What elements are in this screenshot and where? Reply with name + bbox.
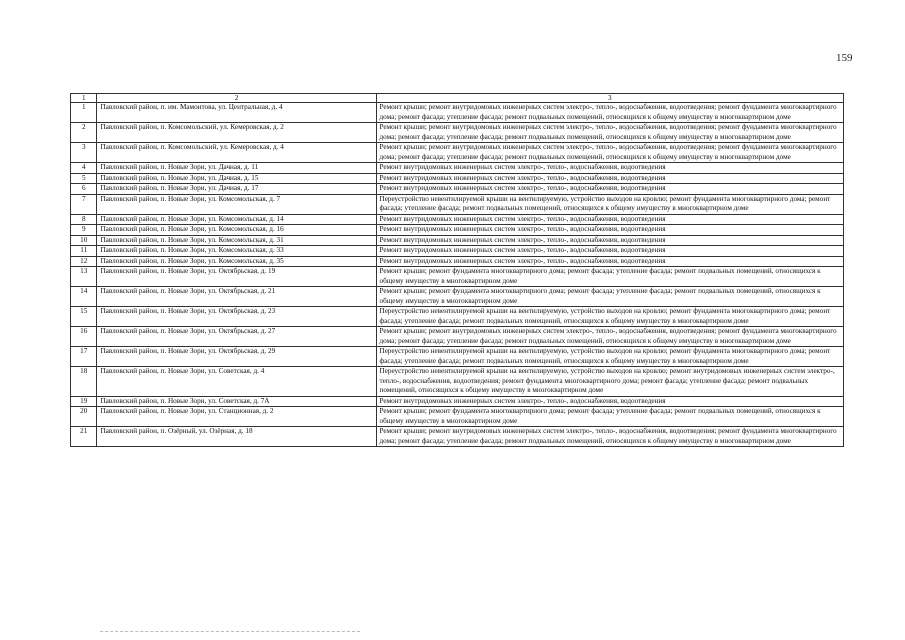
row-number-cell: 8 xyxy=(71,214,97,225)
table-row xyxy=(71,396,844,407)
row-number-cell: 6 xyxy=(71,184,97,195)
address-cell: Павловский район, п. Новые Зори, ул. Комсомольская, д. 16 xyxy=(97,225,376,236)
table-row xyxy=(71,327,844,347)
header-cell-3: 3 xyxy=(376,94,843,103)
address-cell: Павловский район, п. Новые Зори, ул. Комсомольская, д. 35 xyxy=(97,256,376,267)
address-cell: Павловский район, п. Новые Зори, ул. Октябрьская, д. 27 xyxy=(97,327,376,347)
row-number-cell: 16 xyxy=(71,327,97,347)
table-row xyxy=(71,287,844,307)
row-number-cell: 14 xyxy=(71,287,97,307)
row-number-cell: 5 xyxy=(71,173,97,184)
works-cell: Ремонт внутридомовых инженерных систем электро-, тепло-, водоснабжения, водоотведения xyxy=(376,173,843,184)
address-cell: Павловский район, п. Новые Зори, ул. Советская, д. 7А xyxy=(97,396,376,407)
works-cell: Переустройство невентилируемой крыши на вентилируемую, устройство выходов на кровлю; ремонт фундамента многоквартирного дома; ремонт фасада; утепление фасада; ремонт подвальных помещений, относящихся к общему имуществу в многоквартирном доме xyxy=(376,347,843,367)
table-row xyxy=(71,267,844,287)
row-number-cell: 9 xyxy=(71,225,97,236)
table-row xyxy=(71,246,844,257)
works-cell: Ремонт внутридомовых инженерных систем электро-, тепло-, водоснабжения, водоотведения xyxy=(376,246,843,257)
address-cell: Павловский район, п. Новые Зори, ул. Октябрьская, д. 19 xyxy=(97,267,376,287)
address-cell: Павловский район, п. им. Мамонтова, ул. Центральная, д. 4 xyxy=(97,103,376,123)
row-number-cell: 13 xyxy=(71,267,97,287)
works-cell: Ремонт крыши; ремонт внутридомовых инженерных систем электро-, тепло-, водоснабжения, водоотведения; ремонт фундамента многоквартирного дома; ремонт фасада; утепление фасада; ремонт подвальных помещений, относящихся к общему имуществу в многоквартирном доме xyxy=(376,327,843,347)
address-cell: Павловский район, п. Новые Зори, ул. Комсомольская, д. 31 xyxy=(97,235,376,246)
table-row xyxy=(71,123,844,143)
works-cell: Ремонт крыши; ремонт фундамента многоквартирного дома; ремонт фасада; утепление фасада; ремонт подвальных помещений, относящихся к общему имуществу в многоквартирном доме xyxy=(376,267,843,287)
works-cell: Ремонт внутридомовых инженерных систем электро-, тепло-, водоснабжения, водоотведения xyxy=(376,214,843,225)
works-cell: Ремонт крыши; ремонт внутридомовых инженерных систем электро-, тепло-, водоснабжения, водоотведения; ремонт фундамента многоквартирного дома; ремонт фасада; утепление фасада; ремонт подвальных помещений, относящихся к общему имуществу в многоквартирном доме xyxy=(376,427,843,447)
table-row xyxy=(71,256,844,267)
table-row xyxy=(71,407,844,427)
works-cell: Ремонт крыши; ремонт фундамента многоквартирного дома; ремонт фасада; утепление фасада; ремонт подвальных помещений, относящихся к общему имуществу в многоквартирном доме xyxy=(376,287,843,307)
row-number-cell: 1 xyxy=(71,103,97,123)
works-cell: Переустройство невентилируемой крыши на вентилируемую, устройство выходов на кровлю; ремонт фундамента многоквартирного дома; ремонт фасада; утепление фасада; ремонт подвальных помещений, относящихся к общему имуществу в многоквартирном доме xyxy=(376,194,843,214)
works-cell: Ремонт внутридомовых инженерных систем электро-, тепло-, водоснабжения, водоотведения xyxy=(376,163,843,174)
table-row xyxy=(71,143,844,163)
header-cell-2: 2 xyxy=(97,94,376,103)
works-cell: Ремонт внутридомовых инженерных систем электро-, тепло-, водоснабжения, водоотведения xyxy=(376,184,843,195)
row-number-cell: 18 xyxy=(71,367,97,397)
header-cell-1: 1 xyxy=(71,94,97,103)
page-number: 159 xyxy=(836,52,853,64)
table-row xyxy=(71,347,844,367)
address-cell: Павловский район, п. Новые Зори, ул. Комсомольская, д. 14 xyxy=(97,214,376,225)
works-cell: Ремонт внутридомовых инженерных систем электро-, тепло-, водоснабжения, водоотведения xyxy=(376,396,843,407)
address-cell: Павловский район, п. Комсомольский, ул. Кемеровская, д. 2 xyxy=(97,123,376,143)
row-number-cell: 19 xyxy=(71,396,97,407)
footer-divider xyxy=(100,631,360,633)
address-cell: Павловский район, п. Новые Зори, ул. Комсомольская, д. 33 xyxy=(97,246,376,257)
works-cell: Ремонт внутридомовых инженерных систем электро-, тепло-, водоснабжения, водоотведения xyxy=(376,225,843,236)
works-cell: Ремонт внутридомовых инженерных систем электро-, тепло-, водоснабжения, водоотведения xyxy=(376,235,843,246)
row-number-cell: 17 xyxy=(71,347,97,367)
works-cell: Ремонт крыши; ремонт внутридомовых инженерных систем электро-, тепло-, водоснабжения, водоотведения; ремонт фундамента многоквартирного дома; ремонт фасада; утепление фасада; ремонт подвальных помещений, относящихся к общему имуществу в многоквартирном доме xyxy=(376,143,843,163)
works-cell: Ремонт крыши; ремонт внутридомовых инженерных систем электро-, тепло-, водоснабжения, водоотведения; ремонт фундамента многоквартирного дома; ремонт фасада; утепление фасада; ремонт подвальных помещений, относящихся к общему имуществу в многоквартирном доме xyxy=(376,103,843,123)
address-cell: Павловский район, п. Новые Зори, ул. Советская, д. 4 xyxy=(97,367,376,397)
table-row xyxy=(71,235,844,246)
row-number-cell: 11 xyxy=(71,246,97,257)
row-number-cell: 12 xyxy=(71,256,97,267)
table-row xyxy=(71,225,844,236)
row-number-cell: 3 xyxy=(71,143,97,163)
row-number-cell: 7 xyxy=(71,194,97,214)
works-cell: Ремонт крыши; ремонт внутридомовых инженерных систем электро-, тепло-, водоснабжения, водоотведения; ремонт фундамента многоквартирного дома; ремонт фасада; утепление фасада; ремонт подвальных помещений, относящихся к общему имуществу в многоквартирном доме xyxy=(376,123,843,143)
address-cell: Павловский район, п. Новые Зори, ул. Дачная, д. 15 xyxy=(97,173,376,184)
row-number-cell: 15 xyxy=(71,307,97,327)
table-row xyxy=(71,367,844,397)
works-cell: Ремонт крыши; ремонт фундамента многоквартирного дома; ремонт фасада; утепление фасада; ремонт подвальных помещений, относящихся к общему имуществу в многоквартирном доме xyxy=(376,407,843,427)
works-cell: Ремонт внутридомовых инженерных систем электро-, тепло-, водоснабжения, водоотведения xyxy=(376,256,843,267)
row-number-cell: 21 xyxy=(71,427,97,447)
table-row xyxy=(71,214,844,225)
address-cell: Павловский район, п. Новые Зори, ул. Комсомольская, д. 7 xyxy=(97,194,376,214)
table-row xyxy=(71,194,844,214)
row-number-cell: 2 xyxy=(71,123,97,143)
address-cell: Павловский район, п. Новые Зори, ул. Октябрьская, д. 21 xyxy=(97,287,376,307)
table-body xyxy=(71,94,844,447)
row-number-cell: 4 xyxy=(71,163,97,174)
table-row xyxy=(71,184,844,195)
table-row xyxy=(71,307,844,327)
address-cell: Павловский район, п. Новые Зори, ул. Октябрьская, д. 23 xyxy=(97,307,376,327)
row-number-cell: 20 xyxy=(71,407,97,427)
table-row xyxy=(71,427,844,447)
table-row xyxy=(71,173,844,184)
works-cell: Переустройство невентилируемой крыши на вентилируемую, устройство выходов на кровлю; ремонт внутридомовых инженерных систем электро-, тепло-, водоснабжения, водоотведения; ремонт фундамента многоквартирного дома; ремонт фасада; утепление фасада; ремонт подвальных помещений, относящихся к общему имуществу в многоквартирном доме xyxy=(376,367,843,397)
table-row xyxy=(71,163,844,174)
works-cell: Переустройство невентилируемой крыши на вентилируемую, устройство выходов на кровлю; ремонт фундамента многоквартирного дома; ремонт фасада; утепление фасада; ремонт подвальных помещений, относящихся к общему имуществу в многоквартирном доме xyxy=(376,307,843,327)
table-row xyxy=(71,103,844,123)
address-cell: Павловский район, п. Новые Зори, ул. Дачная, д. 17 xyxy=(97,184,376,195)
address-cell: Павловский район, п. Новые Зори, ул. Дачная, д. 11 xyxy=(97,163,376,174)
work-list-table xyxy=(70,93,844,447)
address-cell: Павловский район, п. Новые Зори, ул. Станционная, д. 2 xyxy=(97,407,376,427)
address-cell: Павловский район, п. Озёрный, ул. Озёрная, д. 18 xyxy=(97,427,376,447)
address-cell: Павловский район, п. Комсомольский, ул. Кемеровская, д. 4 xyxy=(97,143,376,163)
row-number-cell: 10 xyxy=(71,235,97,246)
table-header-row xyxy=(71,94,844,103)
address-cell: Павловский район, п. Новые Зори, ул. Октябрьская, д. 29 xyxy=(97,347,376,367)
